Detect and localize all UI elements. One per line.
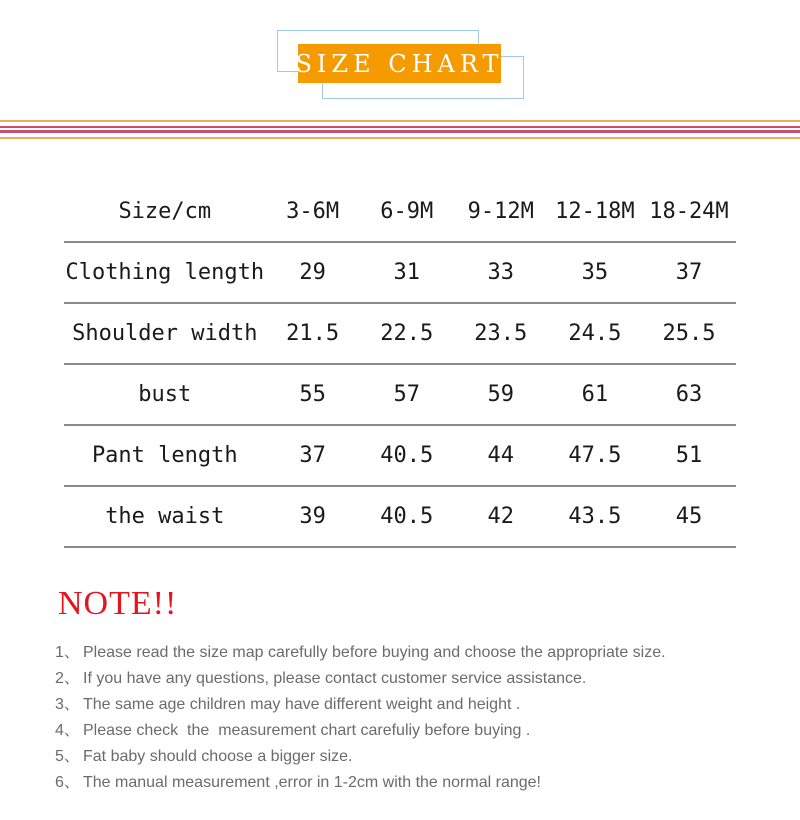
note-number: 3、 — [55, 696, 80, 713]
table-header-size-cm: Size/cm — [64, 182, 266, 242]
note-item-4 — [55, 718, 765, 744]
note-item-6 — [55, 770, 765, 796]
table-cell: 51 — [642, 425, 736, 486]
size-chart-banner — [0, 0, 800, 150]
table-cell: 44 — [454, 425, 548, 486]
table-row-clothing-length — [64, 242, 736, 303]
table-cell: 29 — [266, 242, 360, 303]
table-header-3-6m: 3-6M — [266, 182, 360, 242]
table-cell: 33 — [454, 242, 548, 303]
row-label: bust — [64, 364, 266, 425]
table-cell: 24.5 — [548, 303, 642, 364]
row-label: the waist — [64, 486, 266, 547]
table-cell: 21.5 — [266, 303, 360, 364]
note-text: Please check the measurement chart carefuliy before buying . — [83, 722, 531, 739]
banner-title: SIZE CHART — [295, 49, 504, 78]
note-item-5 — [55, 744, 765, 770]
table-header-12-18m: 12-18M — [548, 182, 642, 242]
table-cell: 40.5 — [360, 425, 454, 486]
table-cell: 22.5 — [360, 303, 454, 364]
banner-title-box — [295, 44, 504, 83]
table-row-bust — [64, 364, 736, 425]
table-cell: 59 — [454, 364, 548, 425]
note-item-1 — [55, 640, 765, 666]
table-cell: 31 — [360, 242, 454, 303]
table-header-18-24m: 18-24M — [642, 182, 736, 242]
divider-line-red-thick — [0, 130, 800, 133]
row-label: Shoulder width — [64, 303, 266, 364]
note-text: If you have any questions, please contact customer service assistance. — [83, 670, 587, 687]
table-cell: 43.5 — [548, 486, 642, 547]
note-item-2 — [55, 666, 765, 692]
table-row-the-waist — [64, 486, 736, 547]
note-number: 4、 — [55, 722, 80, 739]
divider-line-red-thin — [0, 126, 800, 128]
note-heading: NOTE!! — [58, 585, 178, 622]
table-header-row — [64, 182, 736, 242]
table-row-pant-length — [64, 425, 736, 486]
note-number: 6、 — [55, 774, 80, 791]
divider-line-gold-bottom — [0, 137, 800, 139]
table-cell: 42 — [454, 486, 548, 547]
size-table — [64, 182, 736, 548]
table-cell: 39 — [266, 486, 360, 547]
table-cell: 61 — [548, 364, 642, 425]
table-cell: 37 — [642, 242, 736, 303]
divider-line-gold-top — [0, 120, 800, 122]
note-text: Fat baby should choose a bigger size. — [83, 748, 353, 765]
note-text: The manual measurement ,error in 1-2cm with the normal range! — [83, 774, 541, 791]
table-row-shoulder-width — [64, 303, 736, 364]
table-cell: 35 — [548, 242, 642, 303]
table-cell: 63 — [642, 364, 736, 425]
table-cell: 45 — [642, 486, 736, 547]
row-label: Pant length — [64, 425, 266, 486]
table-cell: 55 — [266, 364, 360, 425]
note-number: 1、 — [55, 644, 80, 661]
table-cell: 25.5 — [642, 303, 736, 364]
table-cell: 47.5 — [548, 425, 642, 486]
notes-list — [55, 640, 765, 796]
note-number: 2、 — [55, 670, 80, 687]
table-cell: 57 — [360, 364, 454, 425]
table-header-6-9m: 6-9M — [360, 182, 454, 242]
table-header-9-12m: 9-12M — [454, 182, 548, 242]
table-cell: 40.5 — [360, 486, 454, 547]
row-label: Clothing length — [64, 242, 266, 303]
note-item-3 — [55, 692, 765, 718]
note-text: Please read the size map carefully before buying and choose the appropriate size. — [83, 644, 666, 661]
table-cell: 37 — [266, 425, 360, 486]
note-number: 5、 — [55, 748, 80, 765]
note-text: The same age children may have different weight and height . — [83, 696, 521, 713]
table-cell: 23.5 — [454, 303, 548, 364]
